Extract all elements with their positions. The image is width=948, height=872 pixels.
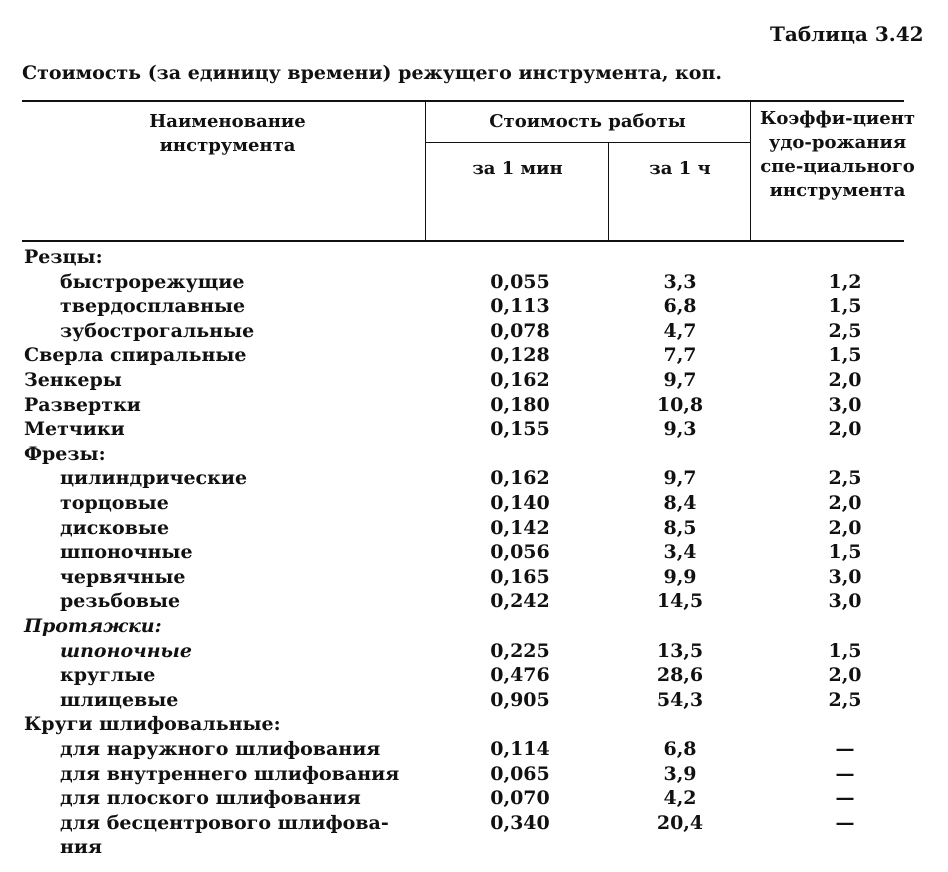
row-name: для бесцентрового шлифова- xyxy=(60,811,389,834)
cost-per-hour: 4,7 xyxy=(663,319,697,342)
cost-per-hour: 6,8 xyxy=(663,295,697,318)
coefficient: 2,0 xyxy=(828,492,862,514)
cost-per-min: 0,905 xyxy=(490,688,550,711)
cost-per-min: 0,162 xyxy=(490,467,550,490)
cost-per-hour: 8,4 xyxy=(663,492,697,514)
cost-per-hour: 9,7 xyxy=(663,467,697,490)
table-row xyxy=(0,246,948,271)
table-row xyxy=(0,541,948,566)
cost-per-min: 0,056 xyxy=(490,541,550,564)
coefficient: 3,0 xyxy=(828,590,862,613)
table-row xyxy=(0,787,948,812)
coefficient: 1,5 xyxy=(828,639,862,662)
cost-per-hour: 10,8 xyxy=(656,393,704,416)
header-per-min: за 1 мин xyxy=(472,158,563,179)
table-row xyxy=(0,369,948,394)
cost-per-min: 0,065 xyxy=(490,762,550,785)
row-name: зубострогальные xyxy=(60,319,255,342)
coefficient: 2,5 xyxy=(828,467,862,490)
table-row xyxy=(0,763,948,788)
cost-per-hour: 3,4 xyxy=(663,541,697,564)
cost-per-hour: 13,5 xyxy=(656,639,704,662)
coefficient: 3,0 xyxy=(828,393,862,416)
cost-per-hour: 7,7 xyxy=(663,344,697,367)
header-cost: Стоимость работы xyxy=(489,111,686,132)
row-name: резьбовые xyxy=(60,590,181,613)
cost-per-hour: 9,3 xyxy=(663,418,697,441)
row-name: Развертки xyxy=(24,393,141,416)
coefficient: 1,5 xyxy=(828,295,862,318)
table-row xyxy=(0,615,948,640)
coefficient: 2,0 xyxy=(828,516,862,539)
table-row xyxy=(0,689,948,714)
table-row xyxy=(0,664,948,689)
cost-per-hour: 54,3 xyxy=(656,688,704,711)
row-name: Зенкеры xyxy=(24,369,122,391)
table-row xyxy=(0,467,948,492)
table-row xyxy=(0,590,948,615)
coefficient: 2,0 xyxy=(828,664,862,687)
row-name: ния xyxy=(60,836,103,859)
header-bottom-rule xyxy=(22,240,904,242)
row-name: для внутреннего шлифования xyxy=(60,762,400,785)
row-name: Резцы: xyxy=(24,246,103,268)
cost-per-hour: 8,5 xyxy=(663,516,697,539)
coefficient: 1,5 xyxy=(828,541,862,564)
cost-per-min: 0,476 xyxy=(490,664,550,687)
top-rule xyxy=(22,100,904,102)
table-row xyxy=(0,295,948,320)
table-row xyxy=(0,812,948,837)
header-name: Наименование инструмента xyxy=(149,111,306,156)
table-row xyxy=(0,836,948,861)
table-row xyxy=(0,344,948,369)
cost-per-min: 0,055 xyxy=(490,270,550,293)
cost-per-min: 0,070 xyxy=(490,787,550,810)
row-name: Метчики xyxy=(24,418,125,441)
table-row xyxy=(0,640,948,665)
table-row xyxy=(0,418,948,443)
coefficient: 2,0 xyxy=(828,369,862,391)
row-name: дисковые xyxy=(60,516,170,539)
row-name: быстрорежущие xyxy=(60,270,245,293)
cost-per-hour: 14,5 xyxy=(656,590,704,613)
table-row xyxy=(0,517,948,542)
cost-per-hour: 4,2 xyxy=(663,787,697,810)
coefficient: 3,0 xyxy=(828,565,862,588)
coefficient: — xyxy=(835,762,855,785)
table-caption: Стоимость (за единицу времени) режущего инструмента, коп. xyxy=(22,62,722,84)
header-per-hour: за 1 ч xyxy=(649,158,711,179)
cost-per-hour: 3,9 xyxy=(663,762,697,785)
row-name: цилиндрические xyxy=(60,467,248,490)
row-name: шпоночные xyxy=(60,639,192,662)
row-name: твердосплавные xyxy=(60,295,246,318)
cost-per-hour: 9,9 xyxy=(663,565,697,588)
row-name: червячные xyxy=(60,565,186,588)
table-row xyxy=(0,738,948,763)
cost-per-min: 0,155 xyxy=(490,418,550,441)
table-row xyxy=(0,566,948,591)
header-divider-2 xyxy=(750,101,751,241)
cost-per-min: 0,113 xyxy=(490,295,550,318)
table-row xyxy=(0,394,948,419)
row-name: для плоского шлифования xyxy=(60,787,361,810)
cost-per-hour: 20,4 xyxy=(656,811,704,834)
table-row xyxy=(0,320,948,345)
coefficient: 1,2 xyxy=(828,270,862,293)
cost-per-min: 0,180 xyxy=(490,393,550,416)
coefficient: 2,0 xyxy=(828,418,862,441)
row-name: шпоночные xyxy=(60,541,193,564)
cost-per-hour: 9,7 xyxy=(663,369,697,391)
cost-per-min: 0,162 xyxy=(490,369,550,391)
table-row xyxy=(0,492,948,517)
cost-per-min: 0,128 xyxy=(490,344,550,367)
row-name: торцовые xyxy=(60,492,169,514)
row-name: Сверла спиральные xyxy=(24,344,247,367)
cost-per-min: 0,165 xyxy=(490,565,550,588)
cost-per-min: 0,142 xyxy=(490,516,550,539)
cost-per-hour: 28,6 xyxy=(656,664,704,687)
coefficient: 1,5 xyxy=(828,344,862,367)
cost-per-min: 0,078 xyxy=(490,319,550,342)
cost-sub-rule xyxy=(425,142,750,143)
header-divider-3 xyxy=(608,143,609,241)
cost-per-hour: 3,3 xyxy=(663,270,697,293)
row-name: Протяжки: xyxy=(24,615,162,637)
coefficient: — xyxy=(835,811,855,834)
coefficient: — xyxy=(835,787,855,810)
header-divider-1 xyxy=(425,101,426,241)
row-name: Фрезы: xyxy=(24,442,106,465)
coefficient: 2,5 xyxy=(828,319,862,342)
cost-per-min: 0,114 xyxy=(490,738,550,760)
header-coef: Коэффи-циент удо-рожания спе-циального инструмента xyxy=(759,108,916,201)
cost-per-min: 0,340 xyxy=(490,811,550,834)
table-row xyxy=(0,443,948,468)
cost-per-min: 0,225 xyxy=(490,639,550,662)
cost-per-min: 0,242 xyxy=(490,590,550,613)
table-row xyxy=(0,271,948,296)
row-name: Круги шлифовальные: xyxy=(24,713,281,736)
coefficient: — xyxy=(835,738,855,760)
row-name: для наружного шлифования xyxy=(60,738,381,760)
row-name: шлицевые xyxy=(60,688,179,711)
table-row xyxy=(0,713,948,738)
cost-per-hour: 6,8 xyxy=(663,738,697,760)
cost-per-min: 0,140 xyxy=(490,492,550,514)
table-number: Таблица 3.42 xyxy=(770,22,924,46)
row-name: круглые xyxy=(60,664,156,687)
coefficient: 2,5 xyxy=(828,688,862,711)
